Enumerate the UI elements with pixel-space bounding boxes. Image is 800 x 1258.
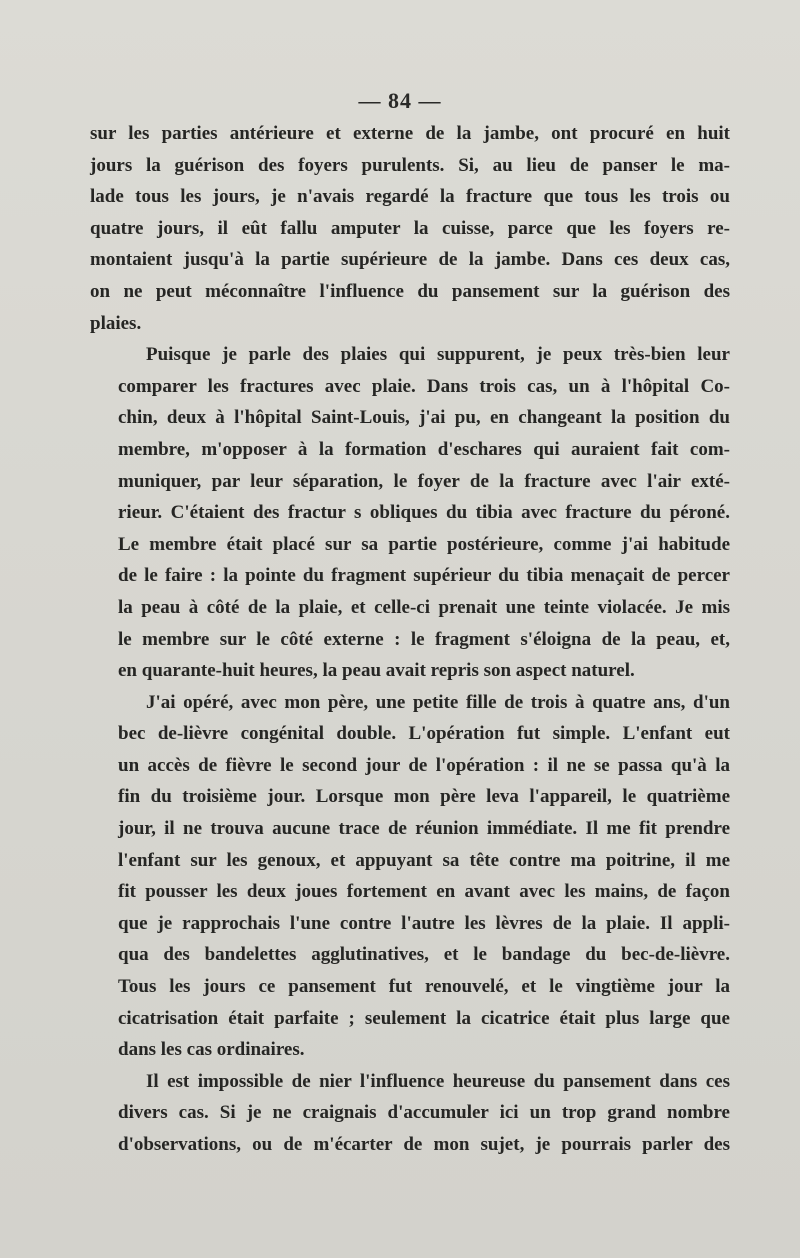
text-line: cicatrisation était parfaite ; seulement la cicatrice était plus large que: [118, 1007, 730, 1029]
text-line: divers cas. Si je ne craignais d'accumuler ici un trop grand nombre: [118, 1102, 730, 1124]
paragraph: [90, 687, 730, 1066]
text-line: la peau à côté de la plaie, et celle-ci prenait une teinte violacée. Je mis: [118, 596, 730, 618]
text-line: chin, deux à l'hôpital Saint-Louis, j'ai pu, en changeant la position du: [118, 407, 730, 429]
text-line: Tous les jours ce pansement fut renouvelé, et le vingtième jour la: [118, 976, 730, 998]
text-line: fit pousser les deux joues fortement en avant avec les mains, de façon: [118, 881, 730, 903]
text-line: l'enfant sur les genoux, et appuyant sa tête contre ma poitrine, il me: [118, 849, 730, 871]
text-line: dans les cas ordinaires.: [118, 1039, 305, 1061]
text-line: membre, m'opposer à la formation d'eschares qui auraient fait com-: [118, 438, 730, 460]
text-line: jour, il ne trouva aucune trace de réunion immédiate. Il me fit prendre: [118, 818, 730, 840]
text-line: jours la guérison des foyers purulents. Si, au lieu de panser le ma-: [90, 154, 730, 176]
text-line: Le membre était placé sur sa partie postérieure, comme j'ai habitude: [118, 533, 730, 555]
text-line: de le faire : la pointe du fragment supérieur du tibia menaçait de percer: [118, 565, 730, 587]
text-line: bec de-lièvre congénital double. L'opération fut simple. L'enfant eut: [118, 723, 730, 745]
text-line: comparer les fractures avec plaie. Dans trois cas, un à l'hôpital Co-: [118, 375, 730, 397]
text-line: fin du troisième jour. Lorsque mon père leva l'appareil, le quatrième: [118, 786, 730, 808]
text-line: un accès de fièvre le second jour de l'opération : il ne se passa qu'à la: [118, 754, 730, 776]
text-line: qua des bandelettes agglutinatives, et le bandage du bec-de-lièvre.: [118, 944, 730, 966]
text-line: Il est impossible de nier l'influence heureuse du pansement dans ces: [146, 1070, 730, 1092]
text-line: J'ai opéré, avec mon père, une petite fille de trois à quatre ans, d'un: [146, 691, 730, 713]
text-line: Puisque je parle des plaies qui suppurent, je peux très-bien leur: [146, 344, 730, 366]
paragraph: [90, 1066, 730, 1161]
text-line: que je rapprochais l'une contre l'autre les lèvres de la plaie. Il appli-: [118, 912, 730, 934]
text-line: quatre jours, il eût fallu amputer la cuisse, parce que les foyers re-: [90, 217, 730, 239]
text-line: on ne peut méconnaître l'influence du pansement sur la guérison des: [90, 280, 730, 302]
text-line: le membre sur le côté externe : le fragment s'éloigna de la peau, et,: [118, 628, 730, 650]
text-line: plaies.: [90, 312, 142, 334]
page-number: — 84 —: [358, 88, 442, 113]
text-line: d'observations, ou de m'écarter de mon sujet, je pourrais parler des: [118, 1134, 730, 1155]
text-line: rieur. C'étaient des fractur s obliques du tibia avec fracture du péroné.: [118, 502, 730, 524]
text-line: montaient jusqu'à la partie supérieure de la jambe. Dans ces deux cas,: [90, 249, 730, 271]
paragraph: [90, 339, 730, 687]
text-line: en quarante-huit heures, la peau avait repris son aspect naturel.: [118, 660, 635, 682]
text-line: muniquer, par leur séparation, le foyer de la fracture avec l'air exté-: [118, 470, 730, 492]
text-line: lade tous les jours, je n'avais regardé la fracture que tous les trois ou: [90, 186, 730, 208]
text-line: sur les parties antérieure et externe de la jambe, ont procuré en huit: [90, 123, 730, 144]
paragraph: [90, 118, 730, 339]
page-body-text: [90, 118, 730, 1161]
